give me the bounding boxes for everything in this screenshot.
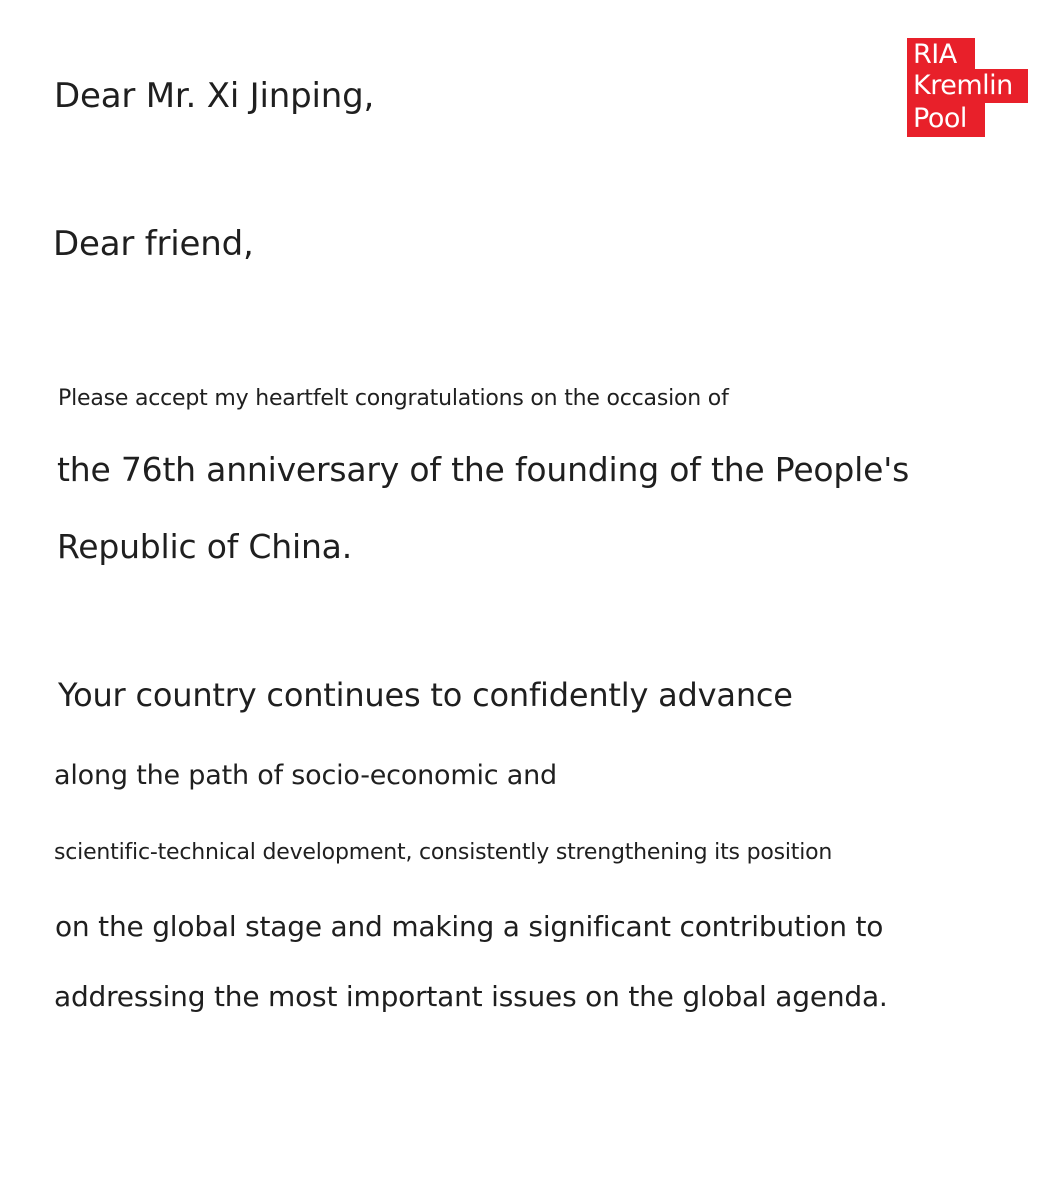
paragraph1-line-3: Republic of China.: [57, 527, 352, 566]
logo-line-2: Kremlin: [913, 70, 1013, 101]
logo-line-1: RIA: [913, 39, 957, 70]
paragraph2-line-3: scientific-technical development, consistently strengthening its position: [54, 840, 833, 865]
paragraph2-line-4: on the global stage and making a significant contribution to: [55, 910, 884, 943]
logo-line-3: Pool: [913, 103, 967, 134]
letter-salutation: Dear friend,: [53, 224, 254, 264]
letter-greeting: Dear Mr. Xi Jinping,: [54, 76, 375, 116]
paragraph2-line-1: Your country continues to confidently advance: [58, 676, 793, 714]
paragraph1-line-1: Please accept my heartfelt congratulations on the occasion of: [58, 386, 729, 411]
paragraph1-line-2: the 76th anniversary of the founding of the People's: [57, 450, 910, 489]
paragraph2-line-5: addressing the most important issues on the global agenda.: [54, 980, 888, 1013]
ria-kremlin-pool-logo: [907, 38, 1028, 137]
paragraph2-line-2: along the path of socio-economic and: [54, 760, 557, 791]
